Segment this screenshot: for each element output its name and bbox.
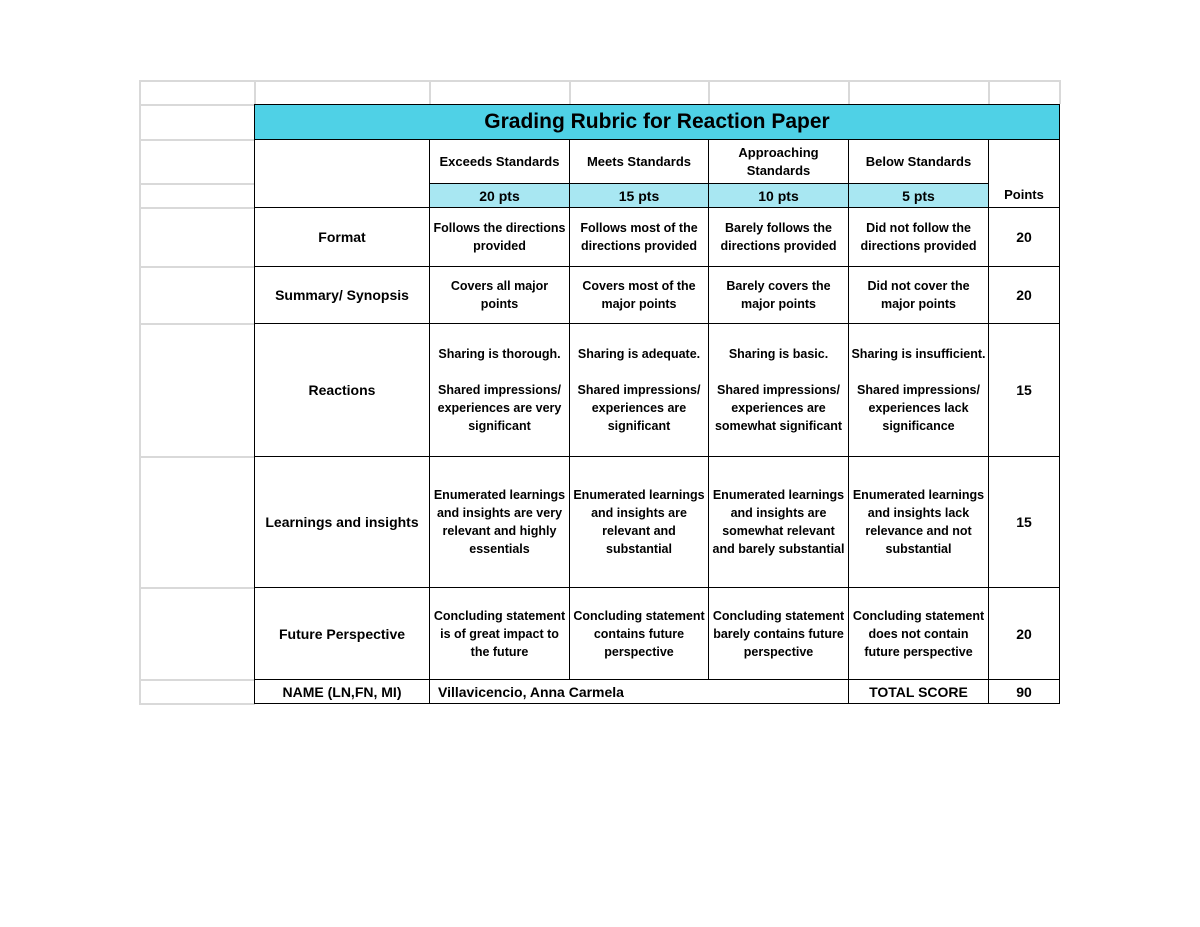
rubric-cell: Follows the directions provided	[429, 207, 570, 267]
grid-line	[139, 183, 255, 185]
grid-line	[139, 266, 255, 268]
points-header-label: Points	[1004, 187, 1044, 202]
criterion-learnings: Learnings and insights	[254, 456, 430, 588]
score-learnings: 15	[988, 456, 1060, 588]
rubric-table	[254, 104, 1060, 704]
rubric-cell: Covers most of the major points	[569, 266, 709, 324]
rubric-cell: Enumerated learnings and insights are somewhat relevant and barely substantial	[708, 456, 849, 588]
rubric-cell: Enumerated learnings and insights are very relevant and highly essentials	[429, 456, 570, 588]
criterion-reactions: Reactions	[254, 323, 430, 457]
column-points-approaching: 10 pts	[708, 183, 849, 208]
rubric-cell: Enumerated learnings and insights are relevant and substantial	[569, 456, 709, 588]
grid-line	[988, 80, 990, 104]
grid-line	[139, 207, 255, 209]
rubric-cell-line: Shared impressions/ experiences are somewhat significant	[714, 383, 843, 433]
grid-line	[569, 80, 571, 104]
rubric-cell: Enumerated learnings and insights lack relevance and not substantial	[848, 456, 989, 588]
rubric-cell: Concluding statement barely contains future perspective	[708, 587, 849, 680]
rubric-cell-line: Shared impressions/ experiences lack significance	[857, 383, 980, 433]
rubric-cell: Follows most of the directions provided	[569, 207, 709, 267]
rubric-cell-line: Sharing is thorough.	[438, 347, 561, 361]
grid-line	[139, 703, 255, 705]
rubric-cell-line: Sharing is adequate.	[577, 347, 701, 361]
grid-line	[708, 80, 710, 104]
grid-line	[139, 456, 255, 458]
rubric-cell-line: Sharing is basic.	[728, 347, 829, 361]
name-label: NAME (LN,FN, MI)	[254, 679, 430, 704]
rubric-cell-line: Shared impressions/ experiences are significant	[577, 383, 701, 433]
rubric-cell: Concluding statement does not contain future perspective	[848, 587, 989, 680]
column-header-exceeds: Exceeds Standards	[429, 139, 570, 184]
rubric-cell	[708, 323, 849, 457]
rubric-cell	[848, 323, 989, 457]
column-header-approaching: Approaching Standards	[708, 139, 849, 184]
grid-line	[139, 323, 255, 325]
score-format: 20	[988, 207, 1060, 267]
grid-line	[429, 80, 431, 104]
grid-line	[139, 104, 255, 106]
column-points-meets: 15 pts	[569, 183, 709, 208]
grid-line	[139, 80, 141, 704]
criterion-future: Future Perspective	[254, 587, 430, 680]
rubric-cell: Barely follows the directions provided	[708, 207, 849, 267]
rubric-cell: Barely covers the major points	[708, 266, 849, 324]
grid-line	[139, 80, 1061, 82]
student-name: Villavicencio, Anna Carmela	[429, 679, 849, 704]
column-header-meets: Meets Standards	[569, 139, 709, 184]
rubric-cell: Did not follow the directions provided	[848, 207, 989, 267]
rubric-cell	[569, 323, 709, 457]
rubric-cell: Concluding statement contains future perspective	[569, 587, 709, 680]
grid-line	[254, 80, 256, 104]
total-score-label: TOTAL SCORE	[848, 679, 989, 704]
grid-line	[1059, 80, 1061, 104]
rubric-title: Grading Rubric for Reaction Paper	[254, 104, 1060, 140]
rubric-cell: Covers all major points	[429, 266, 570, 324]
score-reactions: 15	[988, 323, 1060, 457]
points-column-header	[988, 139, 1060, 208]
column-points-exceeds: 20 pts	[429, 183, 570, 208]
rubric-cell: Concluding statement is of great impact to the future	[429, 587, 570, 680]
column-header-below: Below Standards	[848, 139, 989, 184]
grid-line	[139, 679, 255, 681]
rubric-cell-line: Shared impressions/ experiences are very significant	[437, 383, 562, 433]
rubric-cell: Did not cover the major points	[848, 266, 989, 324]
criterion-format: Format	[254, 207, 430, 267]
rubric-cell	[429, 323, 570, 457]
score-summary: 20	[988, 266, 1060, 324]
grid-line	[139, 139, 255, 141]
column-points-below: 5 pts	[848, 183, 989, 208]
header-blank-cell	[254, 139, 430, 208]
grid-line	[139, 587, 255, 589]
score-future: 20	[988, 587, 1060, 680]
rubric-cell-line: Sharing is insufficient.	[851, 347, 986, 361]
grid-line	[848, 80, 850, 104]
criterion-summary: Summary/ Synopsis	[254, 266, 430, 324]
total-score-value: 90	[988, 679, 1060, 704]
